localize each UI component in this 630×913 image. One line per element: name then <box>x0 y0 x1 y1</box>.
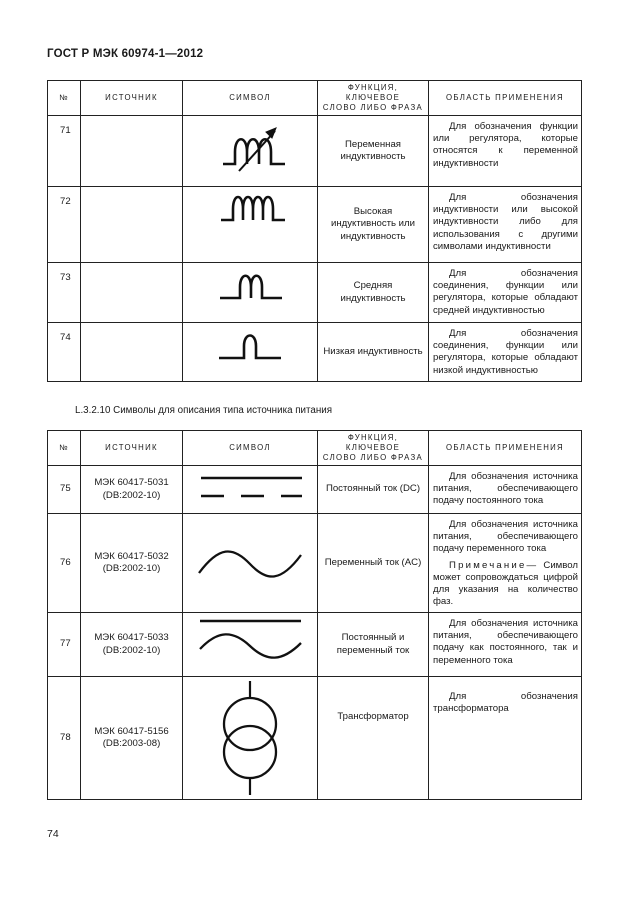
row-function: Постоянный ток (DC) <box>318 466 429 514</box>
row-function: Переменный ток (AC) <box>318 514 429 613</box>
row-number: 75 <box>60 483 71 495</box>
row-note <box>433 560 578 609</box>
row-source-database: (DB:2002-10) <box>102 563 161 574</box>
row-source-database: (DB:2002-10) <box>102 644 161 656</box>
document-header: ГОСТ Р МЭК 60974-1—2012 <box>47 48 204 60</box>
table-row <box>48 677 582 800</box>
high-inductance-icon <box>183 187 317 237</box>
row-number: 76 <box>60 556 71 568</box>
power-source-symbols-table <box>47 430 582 800</box>
inductance-symbols-table <box>47 80 582 382</box>
table-header-row <box>48 431 582 466</box>
transformer-icon <box>183 677 317 799</box>
note-text: — Символ может сопровождаться цифрой для указания на количество фаз. <box>433 559 578 608</box>
column-header-num: № <box>48 431 81 466</box>
column-header-function-line1: ФУНКЦИЯ, КЛЮЧЕВОЕ <box>345 433 401 452</box>
medium-inductance-icon <box>183 263 317 313</box>
table-row <box>48 514 582 613</box>
row-function: Трансформатор <box>318 677 429 800</box>
row-number: 77 <box>60 638 71 650</box>
table-row <box>48 187 582 263</box>
row-application: Для обозначения соединения, функции или регулятора, которые обладают низкой индуктивностью <box>433 328 578 376</box>
row-application: Для обозначения функции или регулятора, которые относятся к переменной индуктивности <box>433 121 578 169</box>
row-function: Высокая индуктивность или индуктивность <box>318 187 429 263</box>
table-row <box>48 613 582 677</box>
table-row <box>48 263 582 323</box>
column-header-function-line2: СЛОВО ЛИБО ФРАЗА <box>322 103 424 112</box>
column-header-function <box>318 81 429 116</box>
row-function: Средняя индуктивность <box>318 263 429 323</box>
row-source-standard: МЭК 60417-5032 <box>94 550 169 562</box>
row-application: Для обозначения индуктивности или высокой индуктивности либо для использования с другими символами индуктивности <box>433 192 578 252</box>
column-header-function <box>318 431 429 466</box>
row-source-database: (DB:2003-08) <box>102 738 161 749</box>
row-application: Для обозначения источника питания, обеспечивающего подачу как постоянного, так и переменного тока <box>433 618 578 666</box>
row-number: 78 <box>60 731 71 743</box>
table-header-row <box>48 81 582 116</box>
row-source-database: (DB:2002-10) <box>102 489 161 501</box>
row-number: 73 <box>60 272 71 283</box>
section-caption: L.3.2.10 Символы для описания типа источника питания <box>75 405 333 416</box>
row-number: 72 <box>60 196 71 207</box>
row-application: Для обозначения источника питания, обеспечивающего подачу переменного тока <box>433 519 578 555</box>
direct-and-alternating-current-icon <box>183 613 317 673</box>
column-header-function-line2: СЛОВО ЛИБО ФРАЗА <box>322 453 424 462</box>
row-function: Постоянный и переменный ток <box>318 613 429 677</box>
table-row <box>48 466 582 514</box>
row-application: Для обозначения трансформатора <box>433 691 578 715</box>
row-number: 74 <box>60 332 71 343</box>
table-row <box>48 323 582 382</box>
row-function: Низкая индуктивность <box>318 323 429 382</box>
low-inductance-icon <box>183 323 317 373</box>
column-header-symbol: СИМВОЛ <box>183 81 318 116</box>
alternating-current-icon <box>183 533 317 593</box>
row-source-standard: МЭК 60417-5156 <box>94 725 169 737</box>
row-number: 71 <box>60 125 71 136</box>
row-function: Переменная индуктивность <box>318 116 429 187</box>
row-source-standard: МЭК 60417-5031 <box>94 477 169 489</box>
note-label: Примечание <box>449 559 527 571</box>
variable-inductance-icon <box>183 116 317 186</box>
direct-current-icon <box>183 466 317 512</box>
column-header-num: № <box>48 81 81 116</box>
column-header-symbol: СИМВОЛ <box>183 431 318 466</box>
column-header-application: ОБЛАСТЬ ПРИМЕНЕНИЯ <box>429 81 582 116</box>
table-row <box>48 116 582 187</box>
column-header-function-line1: ФУНКЦИЯ, КЛЮЧЕВОЕ <box>345 83 401 102</box>
page-number: 74 <box>47 828 59 840</box>
row-application: Для обозначения соединения, функции или регулятора, которые обладают средней индуктивностью <box>433 268 578 316</box>
row-source-standard: МЭК 60417-5033 <box>94 632 169 644</box>
row-application: Для обозначения источника питания, обеспечивающего подачу постоянного тока <box>433 471 578 507</box>
column-header-application: ОБЛАСТЬ ПРИМЕНЕНИЯ <box>429 431 582 466</box>
column-header-source: ИСТОЧНИК <box>81 81 183 116</box>
column-header-source: ИСТОЧНИК <box>81 431 183 466</box>
